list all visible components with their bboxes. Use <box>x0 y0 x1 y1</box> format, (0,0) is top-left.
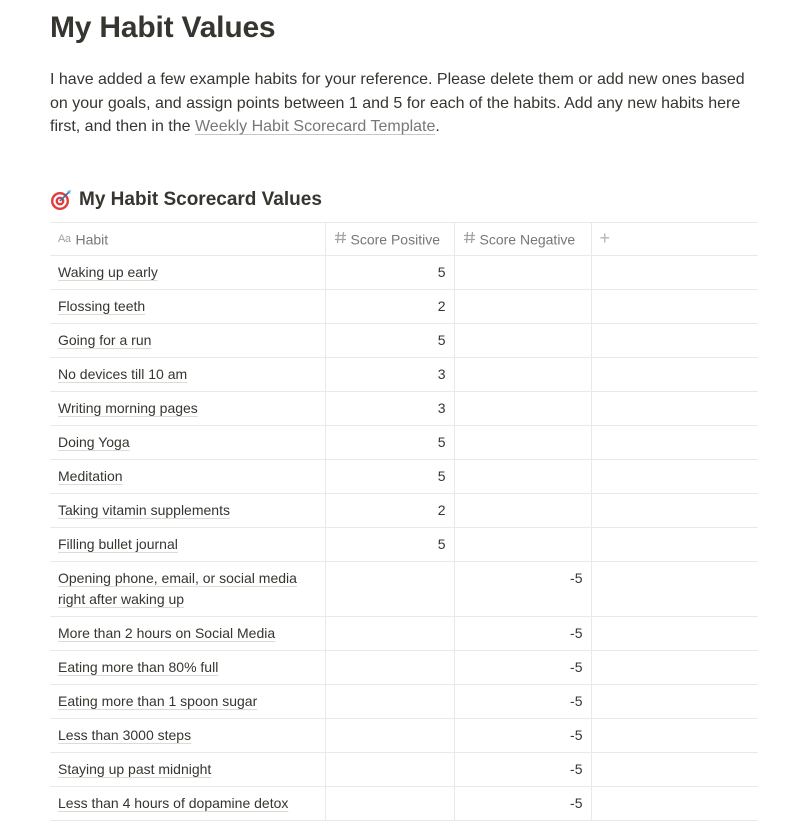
habit-cell[interactable] <box>50 255 325 289</box>
table-row[interactable] <box>50 357 758 391</box>
table-row[interactable] <box>50 323 758 357</box>
score-positive-cell[interactable]: 5 <box>325 255 454 289</box>
score-negative-cell[interactable]: -5 <box>454 561 591 616</box>
empty-cell <box>591 255 758 289</box>
text-property-icon: Aa <box>58 233 71 246</box>
table-row[interactable] <box>50 391 758 425</box>
score-positive-cell[interactable] <box>325 786 454 820</box>
habit-name[interactable]: Opening phone, email, or social media right after waking up <box>58 569 297 607</box>
dart-target-icon <box>50 189 72 211</box>
habit-cell[interactable] <box>50 391 325 425</box>
table-row[interactable] <box>50 493 758 527</box>
table-row[interactable] <box>50 684 758 718</box>
habit-cell[interactable] <box>50 289 325 323</box>
habit-cell[interactable] <box>50 527 325 561</box>
score-positive-cell[interactable]: 2 <box>325 289 454 323</box>
empty-cell <box>591 684 758 718</box>
score-positive-cell[interactable] <box>325 752 454 786</box>
add-column-button[interactable] <box>591 222 758 255</box>
table-row[interactable] <box>50 561 758 616</box>
score-positive-cell[interactable]: 5 <box>325 425 454 459</box>
habit-name[interactable]: Flossing teeth <box>58 297 146 314</box>
score-negative-cell[interactable]: -5 <box>454 650 591 684</box>
score-negative-cell[interactable]: -5 <box>454 752 591 786</box>
table-row[interactable] <box>50 425 758 459</box>
empty-cell <box>591 357 758 391</box>
habit-cell[interactable] <box>50 561 325 616</box>
empty-cell <box>591 493 758 527</box>
habit-name[interactable]: Staying up past midnight <box>58 760 212 777</box>
habit-name[interactable]: Less than 3000 steps <box>58 726 192 743</box>
score-positive-cell[interactable] <box>325 616 454 650</box>
habit-cell[interactable] <box>50 650 325 684</box>
table-row[interactable] <box>50 255 758 289</box>
habit-cell[interactable] <box>50 684 325 718</box>
empty-cell <box>591 391 758 425</box>
habit-name[interactable]: Writing morning pages <box>58 399 198 416</box>
intro-text: I have added a few example habits for your reference. Please delete them or add new ones based on your goals, and assign points between 1 and 5 for each of the habits. Add any new habits here first, and then in the <box>50 71 745 135</box>
column-header-score-positive[interactable]: Score Positive <box>325 222 454 255</box>
habit-cell[interactable] <box>50 357 325 391</box>
empty-cell <box>591 718 758 752</box>
table-row[interactable] <box>50 459 758 493</box>
habit-cell[interactable] <box>50 493 325 527</box>
score-negative-cell[interactable]: -5 <box>454 786 591 820</box>
habit-cell[interactable] <box>50 459 325 493</box>
score-negative-cell[interactable]: -5 <box>454 718 591 752</box>
habit-name[interactable]: More than 2 hours on Social Media <box>58 624 276 641</box>
page-content <box>50 0 758 821</box>
page-title: My Habit Values <box>50 11 276 44</box>
habit-name[interactable]: Going for a run <box>58 331 152 348</box>
score-positive-cell[interactable]: 5 <box>325 323 454 357</box>
score-positive-cell[interactable]: 3 <box>325 391 454 425</box>
habit-name[interactable]: Filling bullet journal <box>58 535 178 552</box>
table-row[interactable] <box>50 718 758 752</box>
score-positive-cell[interactable]: 3 <box>325 357 454 391</box>
habit-name[interactable]: Eating more than 80% full <box>58 658 219 675</box>
empty-cell <box>591 289 758 323</box>
habit-cell[interactable] <box>50 786 325 820</box>
column-header-habit[interactable]: Aa Habit <box>50 222 325 255</box>
empty-cell <box>591 561 758 616</box>
empty-cell <box>591 752 758 786</box>
score-positive-cell[interactable]: 2 <box>325 493 454 527</box>
score-negative-cell[interactable]: -5 <box>454 616 591 650</box>
score-negative-cell[interactable] <box>454 527 591 561</box>
habit-cell[interactable] <box>50 718 325 752</box>
score-positive-cell[interactable]: 5 <box>325 527 454 561</box>
score-negative-cell[interactable] <box>454 391 591 425</box>
table-row[interactable] <box>50 527 758 561</box>
score-negative-cell[interactable] <box>454 357 591 391</box>
table-row[interactable] <box>50 650 758 684</box>
empty-cell <box>591 527 758 561</box>
empty-cell <box>591 786 758 820</box>
habit-cell[interactable] <box>50 616 325 650</box>
table-row[interactable] <box>50 616 758 650</box>
score-negative-cell[interactable]: -5 <box>454 684 591 718</box>
habit-name[interactable]: Less than 4 hours of dopamine detox <box>58 794 289 811</box>
plus-icon: + <box>599 228 611 248</box>
number-property-icon <box>463 231 476 247</box>
habit-cell[interactable] <box>50 752 325 786</box>
score-positive-cell[interactable] <box>325 561 454 616</box>
habit-table <box>50 222 758 821</box>
empty-cell <box>591 459 758 493</box>
habit-name[interactable]: No devices till 10 am <box>58 365 188 382</box>
empty-cell <box>591 323 758 357</box>
score-negative-cell[interactable] <box>454 255 591 289</box>
habit-name[interactable]: Meditation <box>58 467 123 484</box>
database-title-text: My Habit Scorecard Values <box>79 188 322 210</box>
score-negative-cell[interactable] <box>454 425 591 459</box>
empty-cell <box>591 425 758 459</box>
empty-cell <box>591 650 758 684</box>
table-row[interactable] <box>50 786 758 820</box>
intro-paragraph <box>50 68 758 139</box>
habit-name[interactable]: Waking up early <box>58 263 158 280</box>
score-negative-cell[interactable] <box>454 323 591 357</box>
score-positive-cell[interactable] <box>325 718 454 752</box>
table-header-row <box>50 222 758 255</box>
database-title[interactable] <box>50 186 758 214</box>
habit-name[interactable]: Eating more than 1 spoon sugar <box>58 692 258 709</box>
number-property-icon <box>334 231 347 247</box>
empty-cell <box>591 616 758 650</box>
score-negative-cell[interactable] <box>454 493 591 527</box>
habit-cell[interactable] <box>50 425 325 459</box>
score-positive-cell[interactable] <box>325 684 454 718</box>
score-positive-cell[interactable] <box>325 650 454 684</box>
habit-cell[interactable] <box>50 323 325 357</box>
table-row[interactable] <box>50 752 758 786</box>
score-positive-cell[interactable]: 5 <box>325 459 454 493</box>
weekly-template-link[interactable]: Weekly Habit Scorecard Template <box>194 118 436 135</box>
intro-end: . <box>435 118 440 135</box>
score-negative-cell[interactable] <box>454 289 591 323</box>
habit-name[interactable]: Doing Yoga <box>58 433 130 450</box>
table-row[interactable] <box>50 289 758 323</box>
column-header-score-negative[interactable]: Score Negative <box>454 222 591 255</box>
score-negative-cell[interactable] <box>454 459 591 493</box>
habit-name[interactable]: Taking vitamin supplements <box>58 501 230 518</box>
